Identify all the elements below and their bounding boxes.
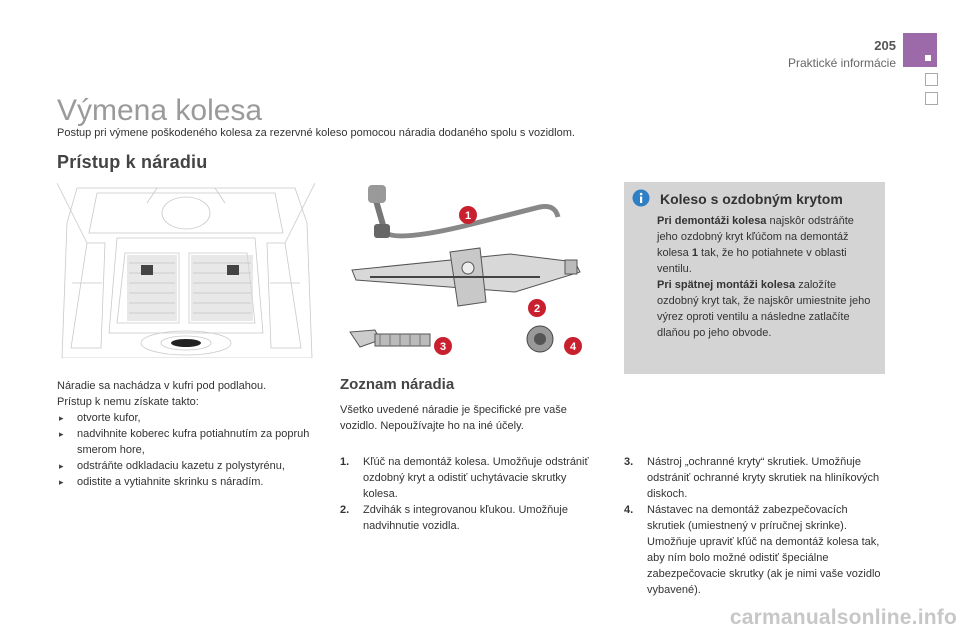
tools-list-right bbox=[624, 454, 886, 598]
list-item: ▸ odistite a vytiahnite skrinku s náradím. bbox=[59, 476, 264, 488]
access-instructions bbox=[57, 378, 322, 490]
bullet-icon: ▸ bbox=[59, 429, 64, 439]
access-lead-1: Náradie sa nachádza v kufri pod podlahou. bbox=[57, 380, 267, 392]
info-box-body bbox=[657, 213, 877, 341]
access-lead-2: Prístup k nemu získate takto: bbox=[57, 396, 199, 408]
list-item: 4. Nástavec na demontáž zabezpečovacích skrutiek (umiestnený v príručnej skrinke). Umožňuje upraviť kľúč na demontáž kolesa tak, aby ním bolo možné odistiť špeciálne zabezpečovacie skrutky (ak je nimi vaše vozidlo vybavené). bbox=[624, 504, 881, 596]
info-removal-tool-number: 1 bbox=[691, 247, 698, 259]
list-item: ▸ odstráňte odkladaciu kazetu z polystyrénu, bbox=[59, 460, 285, 472]
info-removal-text-end: tak, že ho potiahnete v oblasti ventilu. bbox=[657, 247, 847, 275]
tools-illustration bbox=[340, 182, 600, 362]
list-item: 3. Nástroj „ochranné kryty“ skrutiek. Umožňuje odstrániť ochranné kryty skrutiek na hliníkových diskoch. bbox=[624, 456, 880, 500]
tools-heading: Zoznam náradia bbox=[340, 376, 455, 393]
list-item: 2. Zdvihák s integrovanou kľukou. Umožňuje nadvihnutie vozidla. bbox=[340, 504, 568, 532]
badge-3 bbox=[434, 337, 452, 355]
list-item: ▸ otvorte kufor, bbox=[59, 412, 141, 424]
page-number: 205 bbox=[874, 38, 896, 53]
section-heading: Prístup k náradiu bbox=[57, 152, 208, 172]
page-title: Výmena kolesa bbox=[57, 94, 263, 127]
badge-2 bbox=[528, 299, 546, 317]
tools-intro: Všetko uvedené náradie je špecifické pre vaše vozidlo. Nepoužívajte ho na iné účely. bbox=[340, 404, 567, 432]
trunk-illustration bbox=[57, 183, 315, 358]
section-tab-empty-2 bbox=[925, 92, 938, 105]
info-removal-text: najskôr odstráňte jeho ozdobný kryt kľúčom na demontáž kolesa bbox=[657, 215, 854, 259]
info-refit-label: Pri spätnej montáži kolesa bbox=[657, 279, 796, 291]
bullet-icon: ▸ bbox=[59, 413, 64, 423]
svg-text:3: 3 bbox=[439, 341, 447, 353]
tools-list-left bbox=[340, 454, 602, 534]
access-steps bbox=[57, 410, 322, 490]
svg-text:2: 2 bbox=[533, 303, 541, 315]
footer-watermark: carmanualsonline.info bbox=[729, 606, 957, 629]
badge-1 bbox=[459, 206, 477, 224]
bullet-icon: ▸ bbox=[59, 477, 64, 487]
jack-drawing bbox=[352, 248, 580, 306]
svg-text:4: 4 bbox=[569, 341, 577, 353]
section-title: Praktické informácie bbox=[787, 56, 896, 70]
section-tab-empty-1 bbox=[925, 73, 938, 86]
list-item: 1. Kľúč na demontáž kolesa. Umožňuje odstrániť ozdobný kryt a odistiť uchytávacie skrutky kolesa. bbox=[340, 456, 589, 500]
info-box-title: Koleso s ozdobným krytom bbox=[660, 191, 843, 207]
info-icon bbox=[632, 189, 650, 207]
list-item: ▸ nadvihnite koberec kufra potiahnutím za popruh smerom hore, bbox=[59, 428, 310, 456]
adapter-drawing bbox=[527, 326, 553, 352]
info-removal-label: Pri demontáži kolesa bbox=[657, 215, 767, 227]
badge-4 bbox=[564, 337, 582, 355]
page-intro: Postup pri výmene poškodeného kolesa za rezervné koleso pomocou náradia dodaného spolu s vozidlom. bbox=[57, 127, 575, 139]
svg-text:1: 1 bbox=[464, 210, 472, 222]
cap-tool-drawing bbox=[350, 330, 430, 347]
info-refit-text: založíte ozdobný kryt tak, že najskôr umiestnite jeho výrez oproti ventilu a následne zatlačíte dlaňou po jeho obvode. bbox=[657, 279, 871, 339]
bullet-icon: ▸ bbox=[59, 461, 64, 471]
section-tab-marker bbox=[903, 33, 937, 67]
